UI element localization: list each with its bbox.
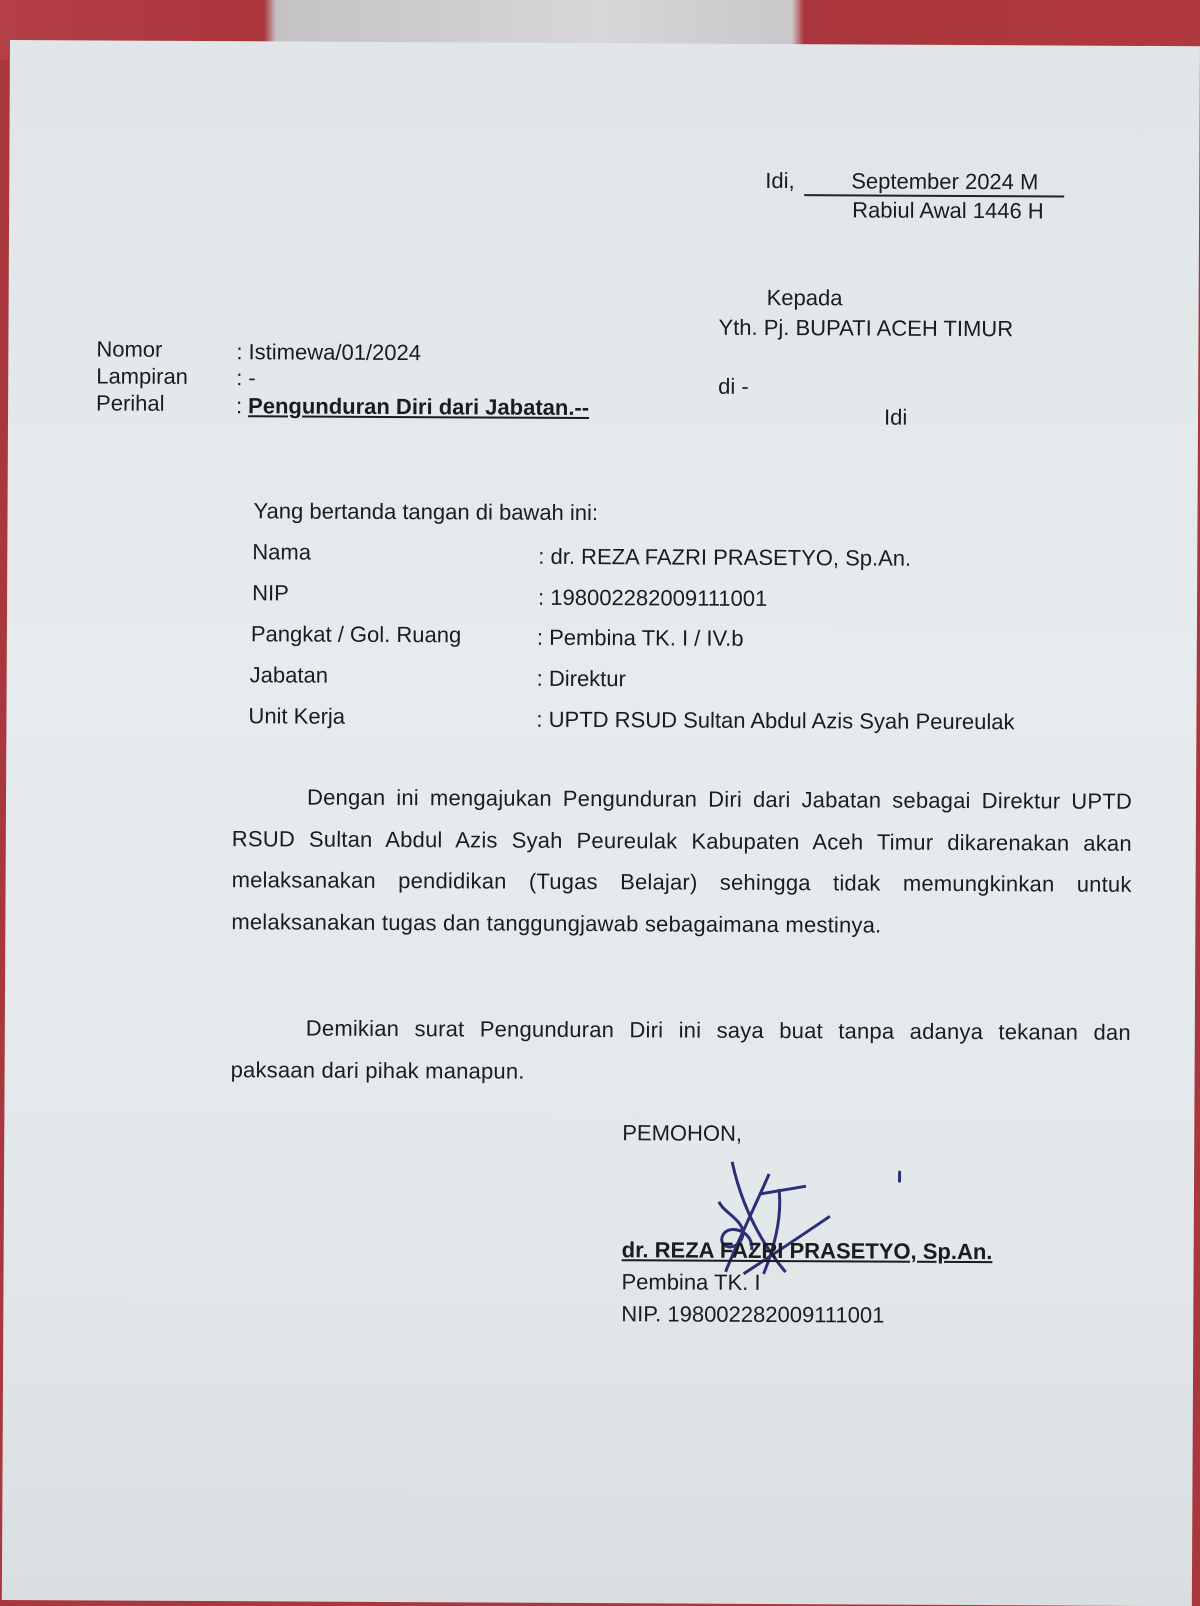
recipient-di: di - [718, 373, 749, 399]
lampiran-value: : - [236, 365, 256, 391]
identity-value: : Pembina TK. I / IV.b [536, 624, 744, 651]
ink-mark [898, 1171, 901, 1183]
body-paragraph: Dengan ini mengajukan Pengunduran Diri dari Jabatan sebagai Direktur UPTD RSUD Sultan Abdul Azis Syah Peureulak Kabupaten Aceh Timur dikarenakan akan melaksanakan pendidikan (Tugas Belajar) sehingga tidak memungkinkan untuk melaksanakan tugas dan tanggungjawab sebagaimana mestinya. [231, 784, 1133, 938]
signature-rank: Pembina TK. I [621, 1269, 761, 1295]
identity-value: : Direktur [536, 665, 626, 692]
identity-value: : UPTD RSUD Sultan Abdul Azis Syah Peureulak [536, 706, 1015, 735]
nomor-value: : Istimewa/01/2024 [236, 339, 422, 366]
identity-value: : 198002282009111001 [538, 584, 768, 611]
identity-label: Jabatan [249, 662, 329, 688]
lampiran-label: Lampiran [96, 363, 189, 389]
recipient-name: Yth. Pj. BUPATI ACEH TIMUR [718, 314, 1014, 342]
perihal-colon: : [236, 393, 243, 419]
signature-nip: NIP. 198002282009111001 [621, 1301, 885, 1328]
letter-date-masehi: September 2024 M [851, 168, 1039, 195]
nomor-label: Nomor [96, 336, 163, 362]
signature-name: dr. REZA FAZRI PRASETYO, Sp.An. [621, 1237, 993, 1265]
identity-label: Pangkat / Gol. Ruang [250, 621, 462, 648]
letter-place: Idi, [765, 167, 795, 194]
identity-label: Unit Kerja [248, 703, 346, 729]
identity-label: Nama [252, 539, 312, 565]
perihal-label: Perihal [96, 390, 165, 416]
identity-value: : dr. REZA FAZRI PRASETYO, Sp.An. [538, 543, 912, 571]
recipient-city: Idi [883, 404, 908, 430]
intro-text: Yang bertanda tangan di bawah ini: [253, 498, 599, 526]
letter-date-hijri: Rabiul Awal 1446 H [852, 197, 1044, 224]
closing-paragraph: Demikian surat Pengunduran Diri ini saya buat tanpa adanya tekanan dan paksaan dari pihak manapun. [230, 1015, 1131, 1084]
letter-page [2, 40, 1200, 1606]
identity-label: NIP [252, 580, 289, 606]
signature-role: PEMOHON, [622, 1120, 743, 1146]
recipient-kepada: Kepada [766, 284, 843, 311]
perihal-value: Pengunduran Diri dari Jabatan.-- [248, 393, 590, 421]
